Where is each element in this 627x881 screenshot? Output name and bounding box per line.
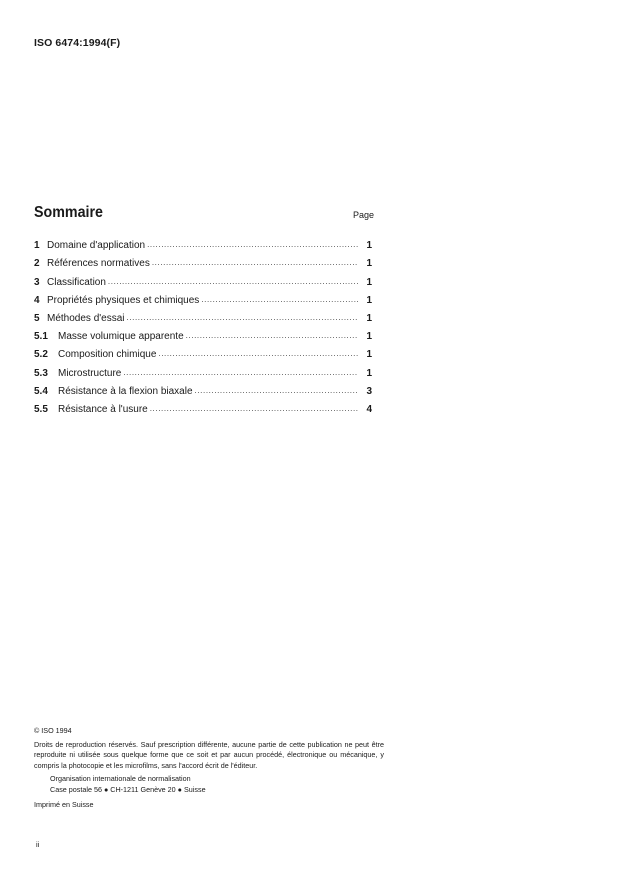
toc-leader-dots [152, 257, 358, 269]
toc-entry-page: 1 [366, 276, 372, 288]
toc-entry-page: 1 [366, 312, 372, 324]
organization-name: Organisation internationale de normalisation [50, 774, 191, 783]
toc-entry-title: Propriétés physiques et chimiques [47, 294, 200, 306]
toc-entry-number: 5.2 [34, 349, 48, 361]
copyright-footer [34, 726, 384, 811]
toc-list [34, 235, 372, 417]
toc-entry [34, 308, 372, 326]
toc-title: Sommaire [34, 204, 103, 221]
toc-entry [34, 271, 372, 289]
toc-entry [34, 344, 372, 362]
page-number: ii [36, 840, 40, 849]
toc-entry [34, 290, 372, 308]
copyright-notice: © ISO 1994 [34, 726, 72, 735]
toc-header [34, 204, 374, 226]
toc-leader-dots [150, 403, 358, 415]
document-id: ISO 6474:1994(F) [34, 37, 121, 49]
toc-leader-dots [127, 312, 358, 324]
toc-entry-title: Microstructure [58, 367, 122, 379]
toc-leader-dots [108, 276, 358, 288]
rights-statement: Droits de reproduction réservés. Sauf prescription différente, aucune partie de cette publication ne peut être reproduite ni utilisée sous quelque forme que ce soit et par aucun procédé, électronique ou mécanique, y compris la photocopie et les microfilms, sans l'accord écrit de l'éditeur. [34, 739, 384, 770]
toc-leader-dots [201, 294, 358, 306]
toc-entry [34, 399, 372, 417]
toc-entry [34, 362, 372, 380]
toc-leader-dots [186, 330, 358, 342]
toc-entry-page: 1 [366, 240, 372, 252]
toc-page-label: Page [352, 210, 374, 220]
toc-leader-dots [158, 348, 358, 360]
toc-entry-page: 3 [366, 385, 372, 397]
toc-entry-number: 1 [34, 240, 40, 252]
toc-entry-page: 1 [366, 258, 372, 270]
toc-entry-title: Classification [47, 276, 106, 288]
toc-entry-number: 5.5 [34, 403, 48, 415]
toc-entry-number: 2 [34, 258, 40, 270]
toc-entry-number: 5 [34, 312, 40, 324]
toc-entry-title: Références normatives [47, 258, 150, 270]
publisher-address [34, 774, 384, 795]
toc-entry-page: 1 [366, 367, 372, 379]
toc-entry-number: 5.4 [34, 385, 48, 397]
toc-entry [34, 235, 372, 253]
toc-entry-number: 3 [34, 276, 40, 288]
toc-entry-title: Résistance à la flexion biaxale [58, 385, 193, 397]
toc-entry-number: 5.3 [34, 367, 48, 379]
toc-entry-page: 4 [366, 403, 372, 415]
toc-entry-page: 1 [366, 349, 372, 361]
toc-leader-dots [195, 385, 358, 397]
toc-entry-page: 1 [366, 294, 372, 306]
toc-entry-number: 5.1 [34, 331, 48, 343]
toc-entry-title: Résistance à l'usure [58, 403, 148, 415]
toc-entry [34, 253, 372, 271]
toc-entry-title: Domaine d'application [47, 240, 146, 252]
toc-leader-dots [147, 239, 358, 251]
toc-entry-title: Composition chimique [58, 349, 157, 361]
toc-entry-number: 4 [34, 294, 40, 306]
postal-address: Case postale 56 ● CH-1211 Genève 20 ● Suisse [50, 784, 206, 794]
toc-entry-title: Méthodes d'essai [47, 312, 125, 324]
toc-entry [34, 326, 372, 344]
toc-leader-dots [123, 367, 358, 379]
toc-entry-page: 1 [366, 331, 372, 343]
printed-in: Imprimé en Suisse [34, 800, 94, 809]
toc-entry [34, 381, 372, 399]
toc-entry-title: Masse volumique apparente [58, 331, 184, 343]
